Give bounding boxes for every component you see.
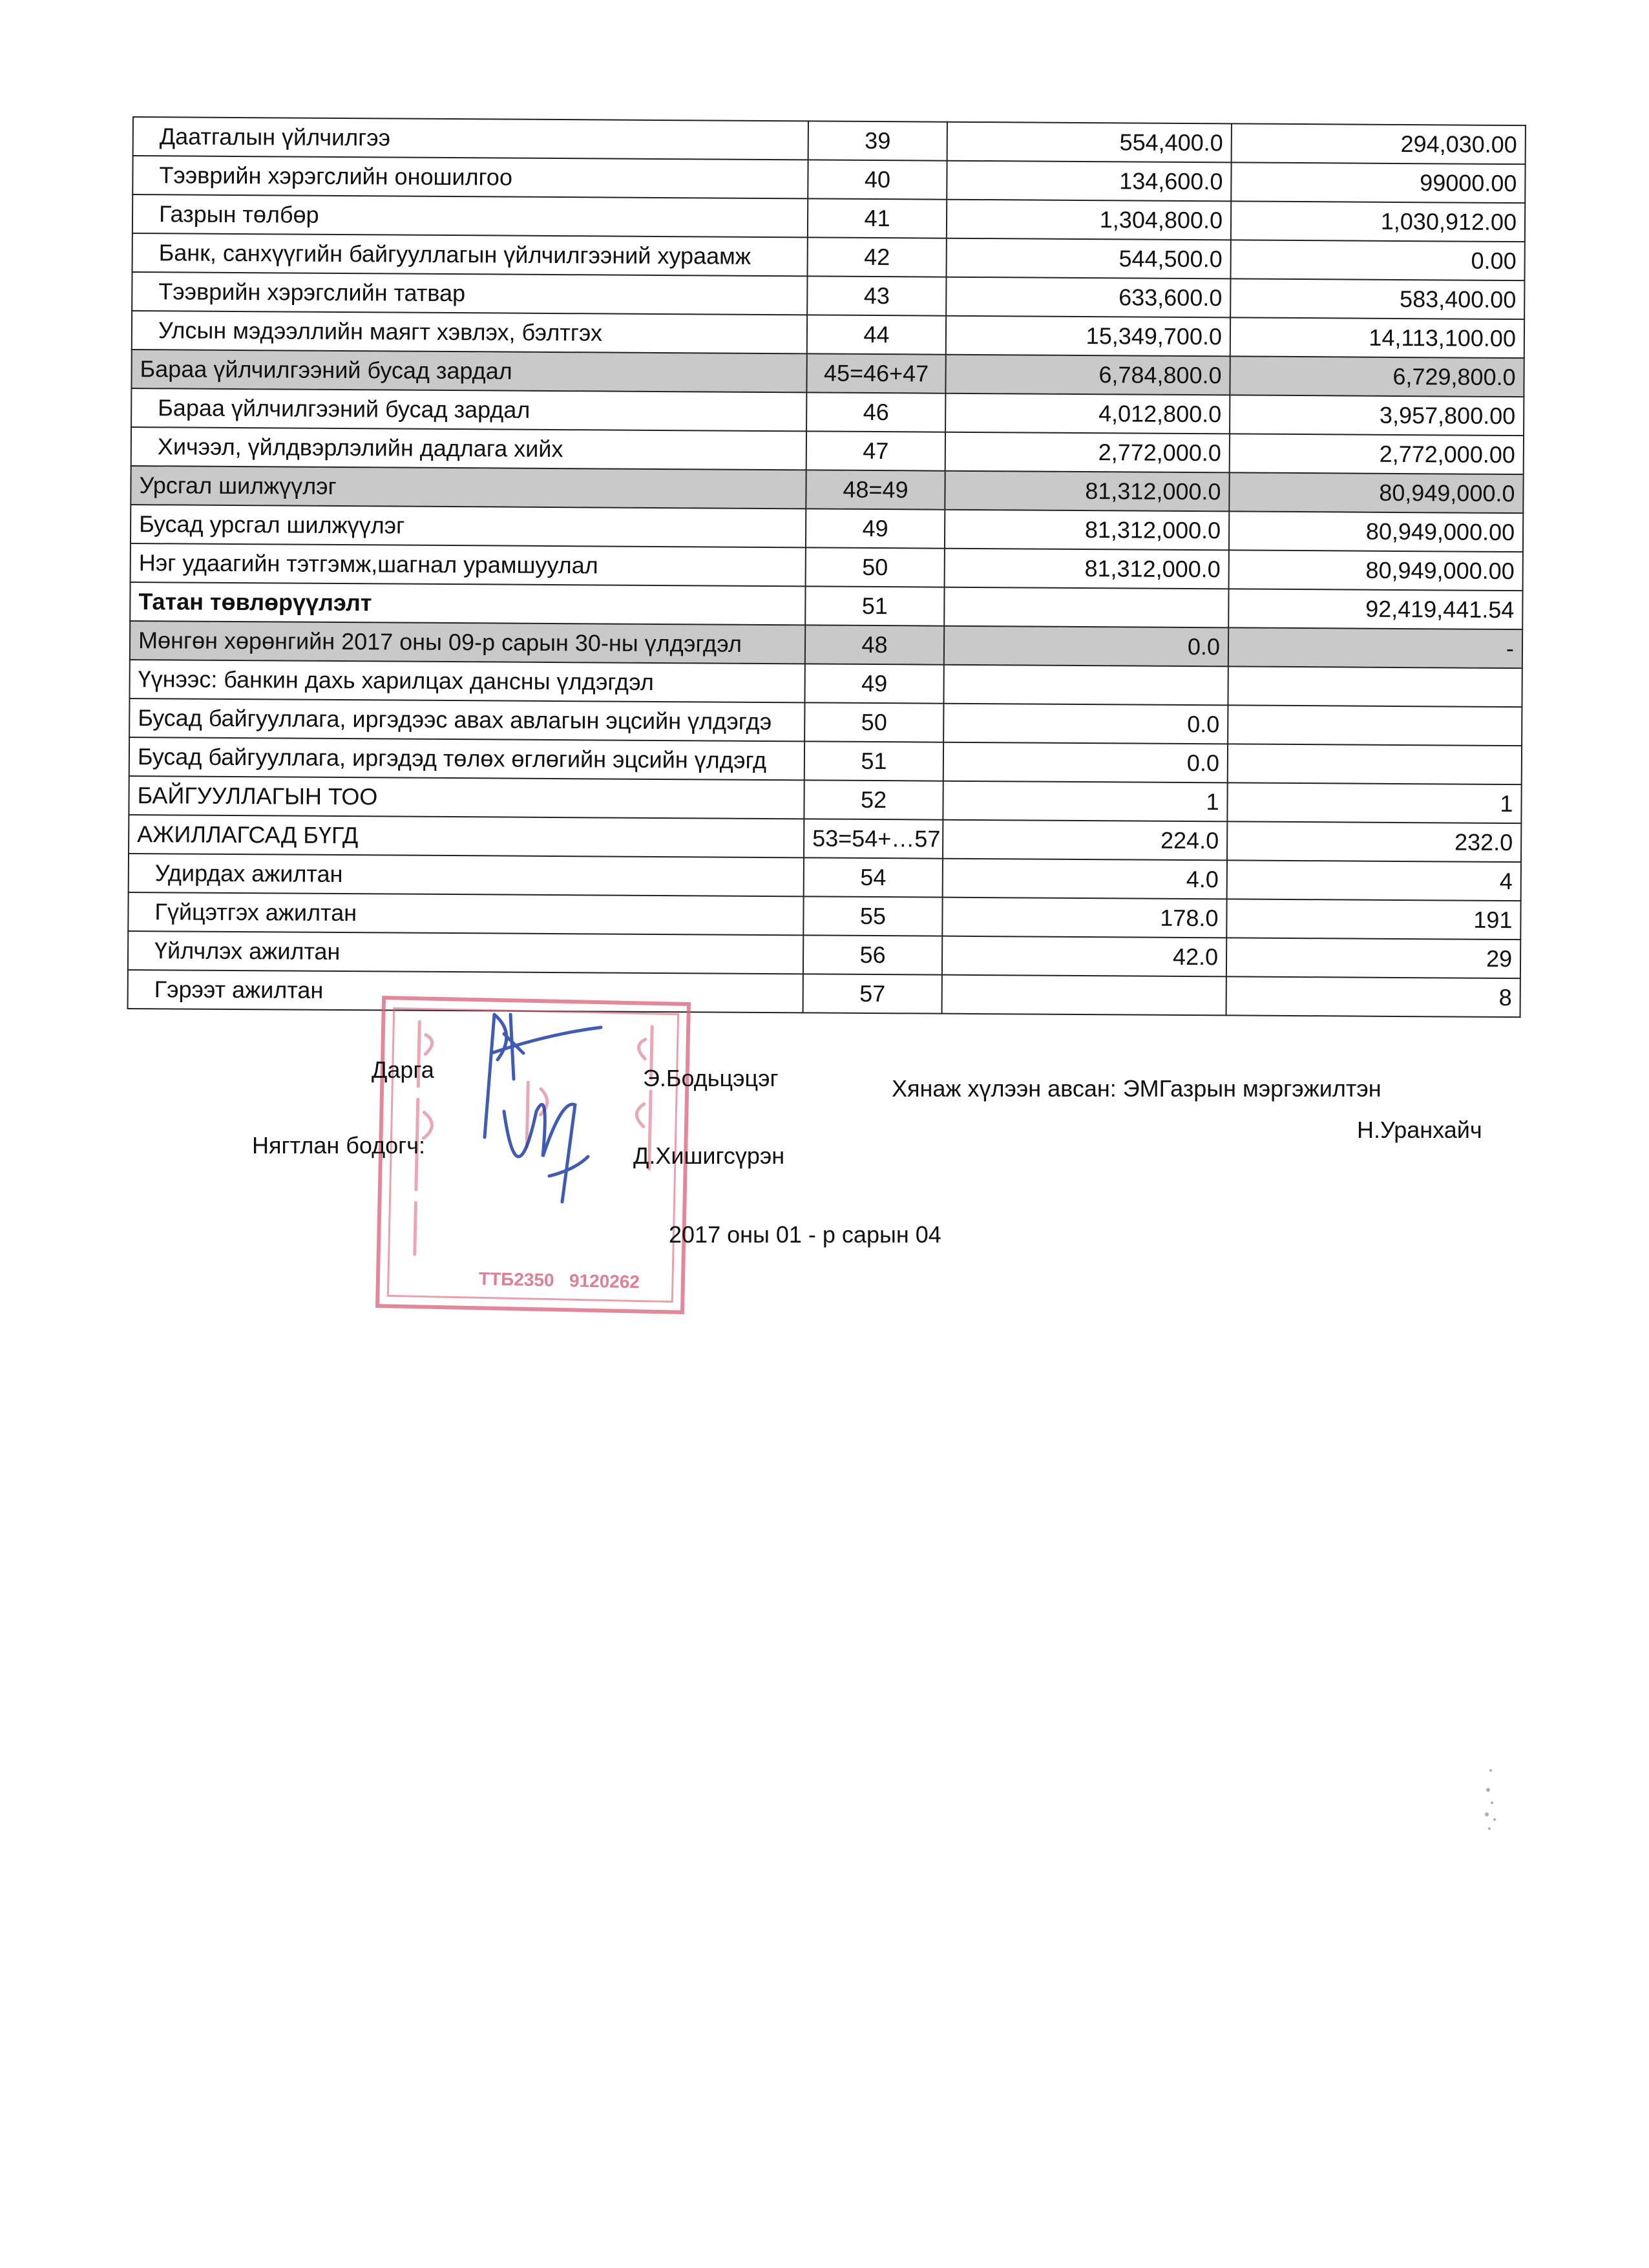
row-curr-value-cell: 2,772,000.00 [1230,434,1524,474]
row-label-cell: Мөнгөн хөрөнгийн 2017 оны 09-р сарын 30-ны үлдэгдэл [130,621,805,664]
row-label-cell: Гэрээт ажилтан [128,970,803,1013]
row-prev-value-cell: 6,784,800.0 [945,355,1230,395]
row-code-cell: 48 [805,625,944,664]
row-prev-value-cell: 134,600.0 [947,161,1231,202]
financial-report-table [127,116,1526,1018]
director-title: Дарга [372,1056,434,1083]
row-curr-value-cell: 294,030.00 [1232,123,1526,164]
row-label-cell: Бусад байгууллага, иргэдэд төлөх өглөгийн эцсийн үлдэгд [129,737,804,780]
row-prev-value-cell: 81,312,000.0 [945,549,1229,589]
row-curr-value-cell: 99000.00 [1231,162,1525,203]
row-curr-value-cell: 583,400.00 [1230,278,1524,319]
row-label-cell: Бусад байгууллага, иргэдээс авах авлагын эцсийн үлдэгдэ [129,698,804,741]
row-label-cell: Улсын мэдээллийн маягт хэвлэх, бэлтгэх [132,311,807,353]
row-curr-value-cell: 92,419,441.54 [1228,589,1522,629]
row-curr-value-cell: 232.0 [1227,821,1521,862]
row-prev-value-cell: 15,349,700.0 [946,316,1230,357]
row-code-cell: 46 [806,392,945,432]
row-curr-value-cell [1228,744,1522,784]
row-label-cell: Удирдах ажилтан [129,854,804,896]
row-label-cell: Татан төвлөрүүлэлт [130,582,805,625]
row-curr-value-cell: 0.00 [1230,240,1524,280]
handwritten-signature [465,1008,633,1221]
row-prev-value-cell: 4.0 [943,859,1227,899]
row-prev-value-cell [944,587,1228,628]
row-code-cell: 54 [804,857,943,897]
accountant-title: Нягтлан бодогч: [252,1132,425,1159]
svg-text:ТТБ2350: ТТБ2350 [478,1268,554,1290]
row-curr-value-cell: 1 [1227,782,1521,823]
row-code-cell: 56 [803,935,942,974]
row-code-cell: 44 [807,315,946,354]
row-prev-value-cell: 81,312,000.0 [945,510,1229,551]
row-label-cell: Тээврийн хэрэгслийн оношилгоо [132,156,808,198]
row-prev-value-cell: 2,772,000.0 [945,432,1230,473]
row-prev-value-cell: 0.0 [943,742,1228,783]
row-code-cell: 43 [807,276,946,315]
report-table-body [128,117,1526,1017]
row-code-cell: 55 [803,896,942,936]
row-curr-value-cell: 29 [1226,938,1520,978]
row-label-cell: Бараа үйлчилгээний бусад зардал [131,350,806,392]
table-row [128,970,1520,1017]
row-label-cell: Нэг удаагийн тэтгэмж,шагнал урамшуулал [131,543,806,586]
row-curr-value-cell: 8 [1226,976,1520,1017]
row-curr-value-cell: 80,949,000.00 [1229,550,1523,591]
row-curr-value-cell: 4 [1227,860,1521,901]
row-label-cell: АЖИЛЛАГСАД БҮГД [129,815,804,857]
row-prev-value-cell: 4,012,800.0 [945,394,1230,434]
row-curr-value-cell: 80,949,000.00 [1229,511,1523,552]
row-prev-value-cell [942,975,1226,1016]
row-code-cell: 39 [808,121,947,160]
row-label-cell: Үүнээс: банкин дахь харилцах дансны үлдэгдэл [129,660,804,702]
row-label-cell: Урсгал шилжүүлэг [131,466,806,509]
svg-text:9120262: 9120262 [569,1270,640,1292]
row-label-cell: БАЙГУУЛЛАГЫН ТОО [129,776,804,819]
row-code-cell: 51 [805,586,944,625]
document-date: 2017 оны 01 - р сарын 04 [669,1221,941,1248]
reviewer-name: Н.Уранхайч [1357,1117,1482,1143]
row-code-cell: 52 [804,780,943,819]
row-code-cell: 50 [806,547,945,587]
row-label-cell: Гүйцэтгэх ажилтан [128,892,803,935]
row-code-cell: 48=49 [806,470,945,509]
row-code-cell: 49 [806,509,945,548]
row-code-cell: 47 [806,431,945,470]
row-curr-value-cell [1228,705,1522,746]
row-code-cell: 49 [804,664,943,703]
row-label-cell: Газрын төлбөр [132,194,808,237]
row-code-cell: 41 [808,198,947,238]
row-label-cell: Бараа үйлчилгээний бусад зардал [131,388,806,431]
row-code-cell: 42 [808,237,947,277]
row-code-cell: 45=46+47 [806,353,945,393]
row-curr-value-cell: 6,729,800.0 [1230,356,1524,397]
row-prev-value-cell: 554,400.0 [947,122,1232,163]
row-label-cell: Хичээл, үйлдвэрлэлийн дадлага хийх [131,427,806,470]
row-label-cell: Банк, санхүүгийн байгууллагын үйлчилгээний хураамж [132,233,808,276]
row-prev-value-cell: 544,500.0 [947,238,1231,279]
row-code-cell: 50 [804,702,943,742]
row-curr-value-cell: 191 [1226,899,1520,940]
row-label-cell: Тээврийн хэрэгслийн татвар [132,272,807,315]
row-prev-value-cell: 633,600.0 [946,277,1230,318]
accountant-name: Д.Хишигсүрэн [633,1142,785,1169]
row-curr-value-cell: 1,030,912.00 [1231,201,1525,242]
row-code-cell: 40 [808,160,947,199]
row-curr-value-cell [1228,666,1522,707]
row-curr-value-cell: 80,949,000.0 [1229,472,1523,513]
row-label-cell: Үйлчлэх ажилтан [128,931,803,974]
reviewed-by-text: Хянаж хүлээн авсан: ЭМГазрын мэргэжилтэн [892,1075,1381,1102]
row-curr-value-cell: - [1228,627,1522,668]
row-curr-value-cell: 14,113,100.00 [1230,317,1524,358]
row-prev-value-cell: 178.0 [942,898,1226,938]
row-prev-value-cell: 1 [943,781,1227,822]
row-prev-value-cell: 42.0 [942,936,1226,977]
row-label-cell: Даатгалын үйлчилгээ [133,117,808,160]
director-name: Э.Бодьцэцэг [643,1065,779,1091]
row-label-cell: Бусад урсгал шилжүүлэг [131,505,806,547]
row-curr-value-cell: 3,957,800.00 [1230,395,1524,436]
row-prev-value-cell: 1,304,800.0 [947,200,1231,240]
row-code-cell: 51 [804,741,943,781]
row-prev-value-cell [943,665,1228,706]
scan-mark [1476,1764,1502,1835]
row-prev-value-cell: 224.0 [943,820,1227,861]
row-prev-value-cell: 81,312,000.0 [945,471,1229,512]
row-code-cell: 53=54+…57 [804,819,943,858]
row-prev-value-cell: 0.0 [944,626,1228,667]
row-prev-value-cell: 0.0 [943,704,1228,744]
row-code-cell: 57 [803,974,942,1013]
